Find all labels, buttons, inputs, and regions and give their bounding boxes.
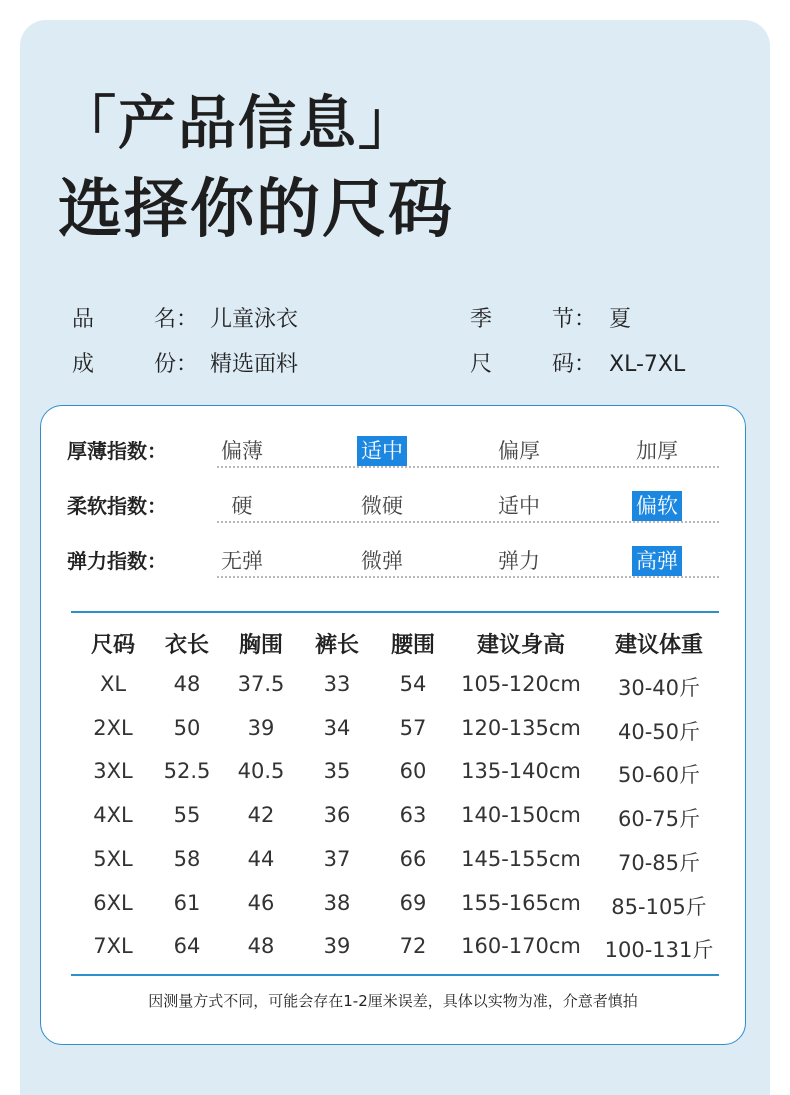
table-cell: 39 (323, 934, 351, 959)
table-cell: 120-135cm (461, 715, 581, 740)
index-option-selected: 适中 (357, 436, 407, 466)
season-label-a: 季 (470, 307, 493, 332)
table-cell: 54 (399, 672, 427, 696)
table-cell: 2XL (93, 715, 133, 740)
section-subtitle: 选择你的尺码 (58, 173, 454, 247)
product-name-value: 儿童泳衣 (210, 307, 299, 332)
material-label-a: 成 (72, 352, 95, 377)
index-option-selected: 高弹 (632, 546, 682, 576)
table-header-cell: 腰围 (390, 633, 436, 658)
table-cell: 69 (399, 890, 427, 915)
index-label: 厚薄指数： (67, 439, 167, 463)
table-header-cell: 尺码 (90, 633, 136, 658)
index-option: 偏薄 (221, 439, 263, 463)
section-title: 「产品信息」 (58, 89, 419, 157)
table-cell: 33 (323, 672, 351, 696)
table-cell: 55 (173, 803, 201, 828)
table-header-cell: 建议身高 (476, 633, 566, 658)
measurement-note: 因测量方式不同，可能会存在1-2厘米误差，具体以实物为准，介意者慎拍 (148, 992, 638, 1010)
index-option: 弹力 (498, 549, 540, 573)
index-option: 无弹 (221, 549, 263, 573)
table-cell: 105-120cm (461, 672, 581, 696)
table-cell: 40.5 (237, 759, 285, 784)
table-cell: 61 (173, 890, 201, 915)
table-cell: 66 (399, 846, 427, 871)
material-value: 精选面料 (210, 352, 299, 377)
size-range-label-a: 尺 (470, 352, 493, 377)
table-cell: 36 (323, 803, 351, 828)
table-cell: 35 (323, 759, 351, 784)
table-cell: 48 (247, 934, 275, 959)
table-cell: 39 (247, 715, 275, 740)
table-cell: 7XL (93, 934, 133, 959)
index-label: 柔软指数： (67, 494, 167, 518)
index-row-thickness (67, 434, 717, 468)
table-cell: 37.5 (237, 672, 285, 696)
table-cell: 3XL (93, 759, 133, 784)
product-name-label-b: 名： (154, 307, 199, 332)
table-cell: 52.5 (163, 759, 211, 784)
table-cell: 42 (247, 803, 275, 828)
index-option: 微硬 (361, 494, 403, 518)
index-option: 适中 (498, 494, 540, 518)
table-top-rule (71, 611, 719, 613)
table-cell: 160-170cm (461, 934, 581, 959)
table-cell: 46 (247, 890, 275, 915)
dotted-divider (217, 466, 719, 468)
table-cell: 40-50斤 (617, 719, 701, 744)
table-cell: 34 (323, 715, 351, 740)
table-cell: 48 (173, 672, 201, 696)
dotted-divider (217, 576, 719, 578)
table-header-cell: 建议体重 (614, 633, 704, 658)
table-header-cell: 衣长 (164, 633, 210, 658)
size-range-label-b: 码： (552, 352, 597, 377)
product-name-label-a: 品 (72, 307, 95, 332)
table-cell: 60-75斤 (617, 807, 701, 832)
size-range-value: XL-7XL (609, 352, 686, 377)
table-cell: 140-150cm (461, 803, 581, 828)
material-label-b: 份： (154, 352, 199, 377)
table-cell: 44 (247, 846, 275, 871)
table-cell: 100-131斤 (604, 938, 714, 963)
table-cell: 4XL (93, 803, 133, 828)
table-cell: 64 (173, 934, 201, 959)
index-option: 偏厚 (498, 439, 540, 463)
table-cell: 30-40斤 (617, 676, 701, 700)
table-cell: 50 (173, 715, 201, 740)
table-cell: 60 (399, 759, 427, 784)
table-cell: 155-165cm (461, 890, 581, 915)
table-cell: 50-60斤 (617, 763, 701, 788)
table-cell: 58 (173, 846, 201, 871)
table-cell: 135-140cm (461, 759, 581, 784)
table-cell: 5XL (93, 846, 133, 871)
index-option: 微弹 (361, 549, 403, 573)
dotted-divider (217, 521, 719, 523)
table-cell: XL (99, 672, 127, 696)
table-cell: 72 (399, 934, 427, 959)
index-option: 硬 (231, 494, 253, 518)
index-row-elasticity (67, 544, 717, 578)
size-card (40, 405, 746, 1045)
season-label-b: 节： (552, 307, 597, 332)
season-value: 夏 (609, 307, 632, 332)
table-cell: 63 (399, 803, 427, 828)
index-option-selected: 偏软 (632, 491, 682, 521)
index-label: 弹力指数： (67, 549, 167, 573)
table-cell: 57 (399, 715, 427, 740)
table-cell: 38 (323, 890, 351, 915)
table-header-cell: 裤长 (314, 633, 360, 658)
table-cell: 37 (323, 846, 351, 871)
table-cell: 6XL (93, 890, 133, 915)
table-bottom-rule (71, 974, 719, 976)
index-row-softness (67, 489, 717, 523)
table-cell: 145-155cm (461, 846, 581, 871)
index-option: 加厚 (636, 439, 678, 463)
table-cell: 70-85斤 (617, 850, 701, 875)
table-header-cell: 胸围 (238, 633, 284, 658)
table-cell: 85-105斤 (611, 894, 707, 919)
